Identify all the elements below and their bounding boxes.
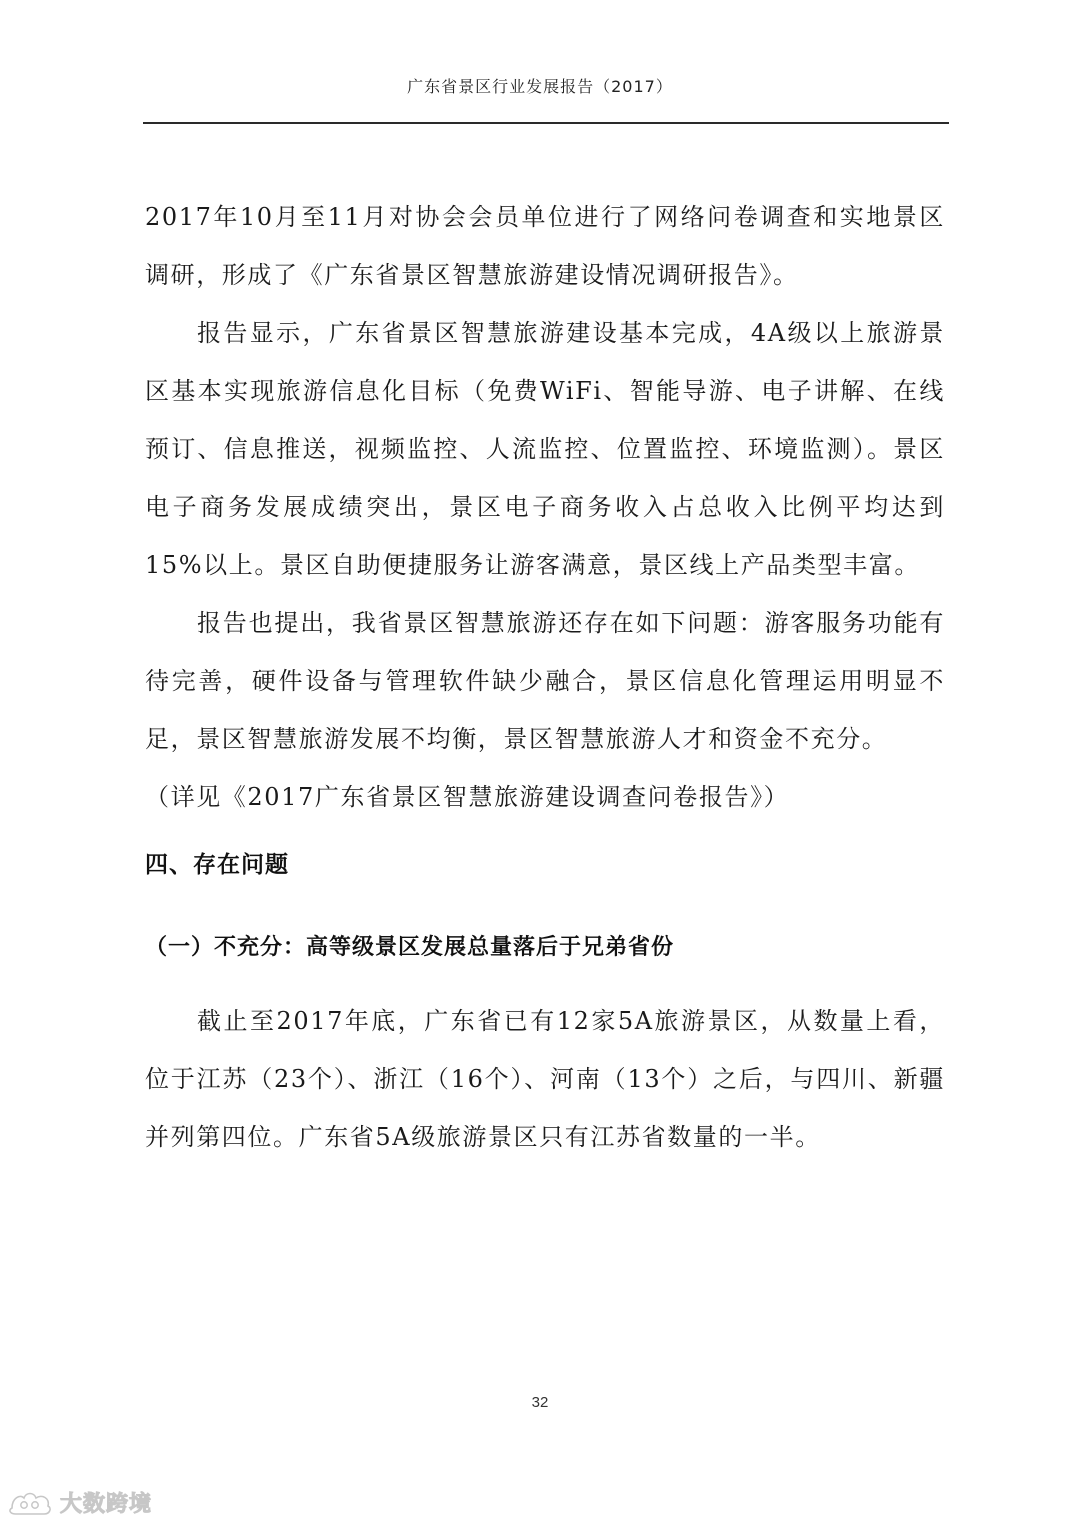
paragraph-report-findings: 报告显示，广东省景区智慧旅游建设基本完成，4A级以上旅游景区基本实现旅游信息化目标（免费WiFi、智能导游、电子讲解、在线预订、信息推送，视频监控、人流监控、位置监控、环境监测）。景区电子商务发展成绩突出，景区电子商务收入占总收入比例平均达到15%以上。景区自助便捷服务让游客满意，景区线上产品类型丰富。 <box>145 319 945 579</box>
page-header-title: 广东省景区行业发展报告（2017） <box>407 77 673 96</box>
paragraph-report-problems: 报告也提出，我省景区智慧旅游还存在如下问题：游客服务功能有待完善，硬件设备与管理软件缺少融合，景区信息化管理运用明显不足，景区智慧旅游发展不均衡，景区智慧旅游人才和资金不充分。 <box>145 609 945 753</box>
paragraph-see-details: （详见《2017广东省景区智慧旅游建设调查问卷报告》） <box>145 783 790 811</box>
section-heading: 四、存在问题 <box>145 852 289 878</box>
watermark-text: 大数跨境 <box>60 1491 153 1517</box>
subsection-heading: （一）不充分：高等级景区发展总量落后于兄弟省份 <box>145 935 675 960</box>
body-section-b <box>145 992 945 1166</box>
watermark <box>8 1486 152 1518</box>
paragraph-survey-intro: 2017年10月至11月对协会会员单位进行了网络问卷调查和实地景区调研，形成了《广东省景区智慧旅游建设情况调研报告》。 <box>145 203 945 289</box>
header-divider <box>143 122 949 124</box>
watermark-logo-icon <box>8 1488 54 1516</box>
paragraph-5a-ranking: 截止至2017年底，广东省已有12家5A旅游景区，从数量上看，位于江苏（23个）、浙江（16个）、河南（13个）之后，与四川、新疆并列第四位。广东省5A级旅游景区只有江苏省数量的一半。 <box>145 1007 945 1151</box>
page-number: 32 <box>531 1394 549 1411</box>
body-section-a <box>145 188 945 826</box>
